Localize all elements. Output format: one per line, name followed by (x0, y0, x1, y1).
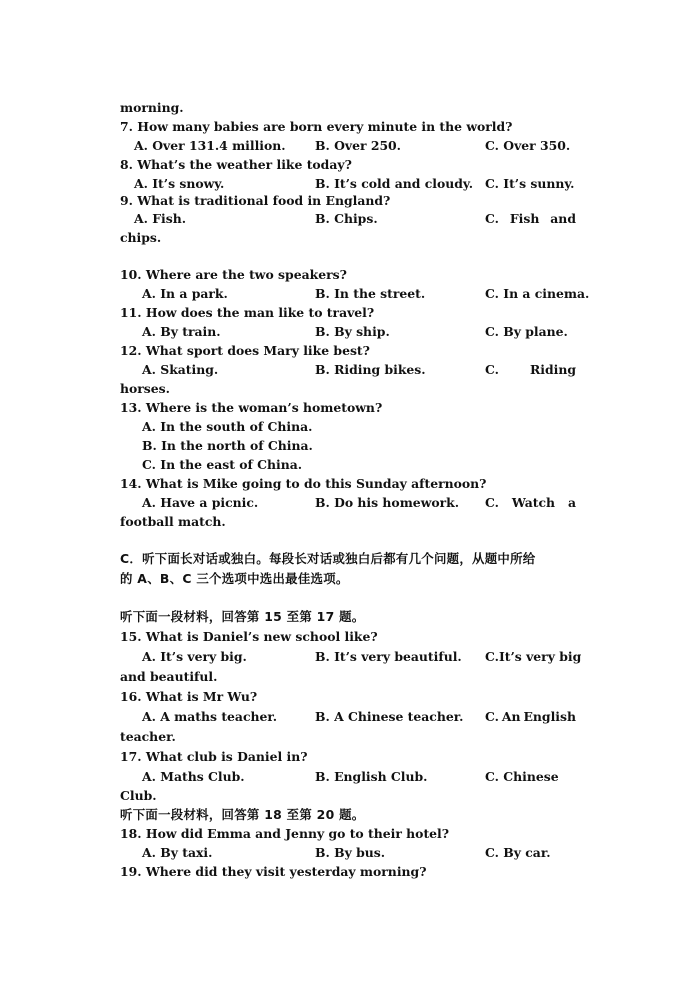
question-11: 11. How does the man like to travel? (120, 305, 375, 320)
option-b: B. Do his homework. (315, 495, 460, 510)
option-c: C. Over 350. (485, 138, 571, 153)
question-8: 8. What’s the weather like today? (120, 157, 352, 172)
question-18-options (120, 843, 576, 862)
question-7-options (120, 136, 576, 155)
question-14: 14. What is Mike going to do this Sunday afternoon? (120, 476, 487, 491)
question-15-options (120, 647, 582, 667)
option-a: A. By train. (142, 324, 221, 339)
option-c: C. Fish and (485, 211, 576, 226)
option-b: B. By bus. (315, 845, 386, 860)
question-9: 9. What is traditional food in England? (120, 193, 391, 208)
question-16-option-c-continued: teacher. (120, 729, 176, 744)
question-18: 18. How did Emma and Jenny go to their hotel? (120, 826, 450, 841)
question-11-options (120, 322, 576, 341)
option-a: A. It’s very big. (142, 649, 247, 664)
option-a: A. Maths Club. (142, 769, 245, 784)
spacer (120, 531, 576, 549)
question-12-options (120, 360, 576, 379)
question-14-option-c-continued: football match. (120, 514, 226, 529)
option-b: B. In the street. (315, 286, 426, 301)
option-a: A. It’s snowy. (134, 176, 225, 191)
option-c: C. By car. (485, 845, 551, 860)
question-13: 13. Where is the woman’s hometown? (120, 400, 383, 415)
section-c-instruction-line-1: C．听下面长对话或独白。每段长对话或独白后都有几个问题，从题中所给 (120, 551, 536, 566)
option-a: A. Over 131.4 million. (134, 138, 286, 153)
question-9-options (120, 209, 576, 228)
spacer (120, 247, 576, 265)
option-b: B. It’s cold and cloudy. (315, 176, 474, 191)
question-10: 10. Where are the two speakers? (120, 267, 347, 282)
question-7: 7. How many babies are born every minute in the world? (120, 119, 513, 134)
option-a: A. By taxi. (142, 845, 213, 860)
option-b: B. A Chinese teacher. (315, 709, 464, 724)
question-12-option-c-continued: horses. (120, 381, 170, 396)
option-c: C. Watch a (485, 495, 576, 510)
option-a: A. In a park. (142, 286, 228, 301)
option-a: A. Fish. (134, 211, 187, 226)
question-12: 12. What sport does Mary like best? (120, 343, 370, 358)
option-a: A. A maths teacher. (142, 709, 278, 724)
question-13-option-c: C. In the east of China. (142, 457, 303, 472)
option-a: A. Have a picnic. (142, 495, 259, 510)
group-instruction-15-17: 听下面一段材料，回答第 15 至第 17 题。 (120, 609, 365, 624)
question-10-options (120, 284, 590, 303)
line-morning: morning. (120, 100, 184, 115)
option-c: C. It’s sunny. (485, 176, 575, 191)
question-17-option-c-continued: Club. (120, 788, 157, 803)
option-b: B. Chips. (315, 211, 378, 226)
exam-page (120, 98, 590, 881)
question-19: 19. Where did they visit yesterday morning? (120, 864, 427, 879)
option-c: C. An English (485, 709, 576, 724)
question-13-option-b: B. In the north of China. (142, 438, 313, 453)
section-c-instruction-line-2: 的 A、B、C 三个选项中选出最佳选项。 (120, 571, 349, 586)
question-15-option-c-continued: and beautiful. (120, 669, 218, 684)
option-c: C. Riding (485, 362, 576, 377)
option-b: B. Riding bikes. (315, 362, 426, 377)
question-8-options (120, 174, 576, 193)
question-9-option-c-continued: chips. (120, 230, 162, 245)
question-16: 16. What is Mr Wu? (120, 689, 258, 704)
option-b: B. By ship. (315, 324, 390, 339)
question-15: 15. What is Daniel’s new school like? (120, 629, 378, 644)
question-17-options (120, 767, 576, 787)
group-instruction-18-20: 听下面一段材料，回答第 18 至第 20 题。 (120, 807, 365, 822)
option-c: C. By plane. (485, 324, 568, 339)
question-14-options (120, 493, 576, 512)
option-c: C. In a cinema. (485, 286, 590, 301)
option-b: B. Over 250. (315, 138, 401, 153)
option-b: B. It’s very beautiful. (315, 649, 462, 664)
option-c: C. Chinese (485, 769, 559, 784)
question-17: 17. What club is Daniel in? (120, 749, 308, 764)
spacer (120, 589, 576, 607)
question-16-options (120, 707, 576, 727)
option-c: C. It’s very big (485, 649, 582, 664)
option-b: B. English Club. (315, 769, 428, 784)
question-13-option-a: A. In the south of China. (142, 419, 313, 434)
option-a: A. Skating. (142, 362, 219, 377)
